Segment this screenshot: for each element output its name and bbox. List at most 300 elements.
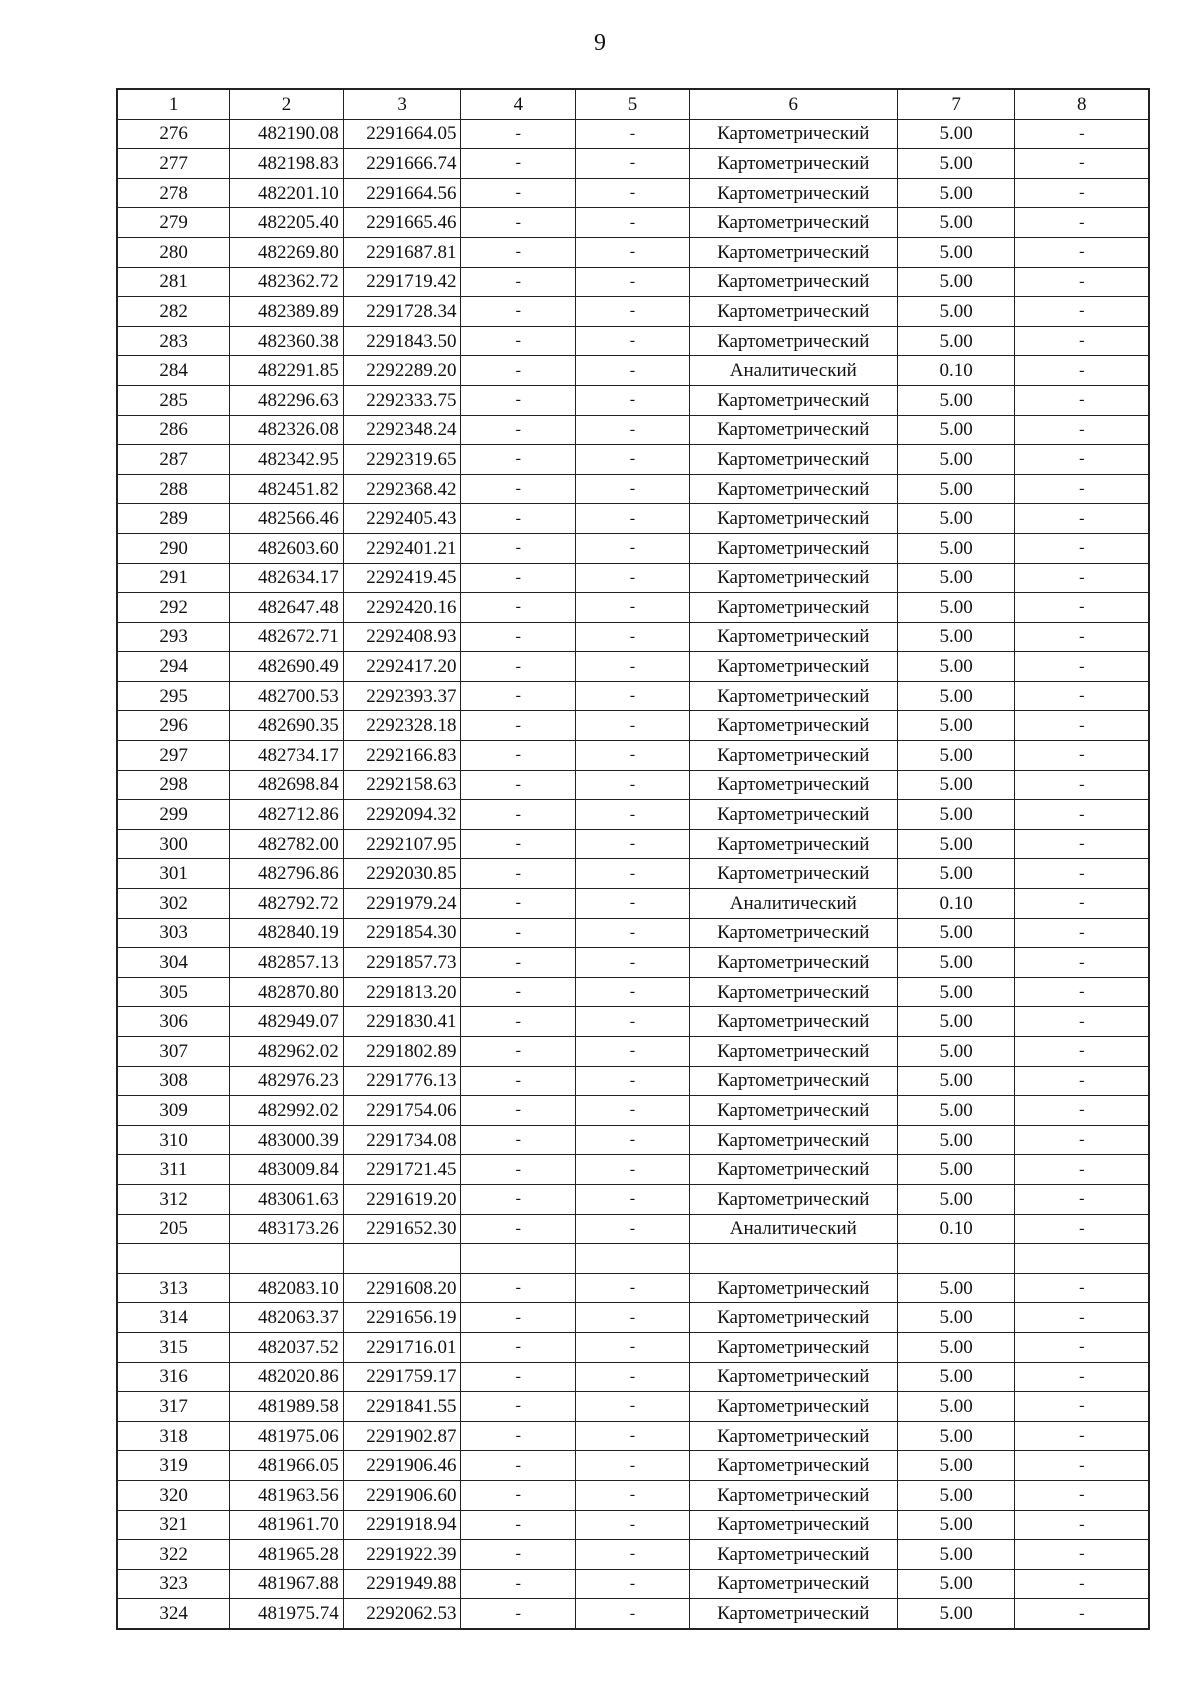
- x-coordinate-cell: 482190.08: [230, 119, 344, 149]
- x-coordinate-cell: 482037.52: [230, 1332, 344, 1362]
- column-8-cell: -: [1015, 237, 1149, 267]
- y-coordinate-cell: 2292333.75: [343, 385, 461, 415]
- x-coordinate-cell: 482857.13: [230, 948, 344, 978]
- accuracy-cell: 5.00: [897, 977, 1015, 1007]
- column-5-cell: -: [576, 445, 690, 475]
- column-5-cell: -: [576, 1214, 690, 1244]
- header-cell: 6: [689, 89, 897, 119]
- column-5-cell: -: [576, 1392, 690, 1422]
- accuracy-cell: 5.00: [897, 1362, 1015, 1392]
- x-coordinate-cell: 482269.80: [230, 237, 344, 267]
- accuracy-cell: 5.00: [897, 593, 1015, 623]
- column-4-cell: -: [461, 829, 576, 859]
- accuracy-cell: 5.00: [897, 770, 1015, 800]
- column-8-cell: -: [1015, 948, 1149, 978]
- y-coordinate-cell: 2291665.46: [343, 208, 461, 238]
- header-cell: 8: [1015, 89, 1149, 119]
- column-8-cell: -: [1015, 445, 1149, 475]
- table-row: [117, 800, 1149, 830]
- x-coordinate-cell: 482712.86: [230, 800, 344, 830]
- column-4-cell: [461, 1244, 576, 1274]
- y-coordinate-cell: 2291652.30: [343, 1214, 461, 1244]
- point-number-cell: 302: [117, 889, 230, 919]
- page-number: 9: [594, 30, 606, 56]
- column-4-cell: -: [461, 1037, 576, 1067]
- table-row: [117, 563, 1149, 593]
- column-8-cell: -: [1015, 1037, 1149, 1067]
- method-cell: Картометрический: [689, 1184, 897, 1214]
- x-coordinate-cell: 482976.23: [230, 1066, 344, 1096]
- point-number-cell: 292: [117, 593, 230, 623]
- column-4-cell: -: [461, 119, 576, 149]
- point-number-cell: 290: [117, 533, 230, 563]
- column-8-cell: -: [1015, 326, 1149, 356]
- table-row: [117, 1273, 1149, 1303]
- table-row: [117, 119, 1149, 149]
- y-coordinate-cell: 2292408.93: [343, 622, 461, 652]
- x-coordinate-cell: 482291.85: [230, 356, 344, 386]
- column-8-cell: -: [1015, 1155, 1149, 1185]
- table-row: [117, 1569, 1149, 1599]
- x-coordinate-cell: 482326.08: [230, 415, 344, 445]
- header-cell: 2: [230, 89, 344, 119]
- column-8-cell: -: [1015, 977, 1149, 1007]
- column-4-cell: -: [461, 859, 576, 889]
- column-5-cell: -: [576, 593, 690, 623]
- method-cell: Картометрический: [689, 1332, 897, 1362]
- method-cell: Картометрический: [689, 445, 897, 475]
- y-coordinate-cell: 2291857.73: [343, 948, 461, 978]
- column-4-cell: -: [461, 652, 576, 682]
- column-4-cell: -: [461, 533, 576, 563]
- column-4-cell: -: [461, 741, 576, 771]
- table-header-row: [117, 89, 1149, 119]
- table-row: [117, 1214, 1149, 1244]
- method-cell: Картометрический: [689, 1155, 897, 1185]
- x-coordinate-cell: 482566.46: [230, 504, 344, 534]
- column-5-cell: -: [576, 622, 690, 652]
- x-coordinate-cell: 482083.10: [230, 1273, 344, 1303]
- column-8-cell: -: [1015, 178, 1149, 208]
- method-cell: Картометрический: [689, 1569, 897, 1599]
- accuracy-cell: 5.00: [897, 1007, 1015, 1037]
- method-cell: Картометрический: [689, 593, 897, 623]
- method-cell: Картометрический: [689, 1421, 897, 1451]
- x-coordinate-cell: 481965.28: [230, 1540, 344, 1570]
- method-cell: Картометрический: [689, 918, 897, 948]
- x-coordinate-cell: 481966.05: [230, 1451, 344, 1481]
- column-4-cell: -: [461, 1007, 576, 1037]
- column-4-cell: -: [461, 622, 576, 652]
- method-cell: Картометрический: [689, 1273, 897, 1303]
- table-row: [117, 297, 1149, 327]
- method-cell: Картометрический: [689, 1480, 897, 1510]
- point-number-cell: 323: [117, 1569, 230, 1599]
- y-coordinate-cell: 2291716.01: [343, 1332, 461, 1362]
- column-5-cell: -: [576, 1096, 690, 1126]
- column-4-cell: -: [461, 326, 576, 356]
- column-8-cell: -: [1015, 622, 1149, 652]
- column-4-cell: -: [461, 445, 576, 475]
- y-coordinate-cell: 2291830.41: [343, 1007, 461, 1037]
- table-row: [117, 652, 1149, 682]
- y-coordinate-cell: 2291841.55: [343, 1392, 461, 1422]
- accuracy-cell: 5.00: [897, 1096, 1015, 1126]
- accuracy-cell: 5.00: [897, 829, 1015, 859]
- column-4-cell: -: [461, 1332, 576, 1362]
- method-cell: Картометрический: [689, 267, 897, 297]
- column-8-cell: -: [1015, 119, 1149, 149]
- accuracy-cell: 0.10: [897, 356, 1015, 386]
- table-row: [117, 1392, 1149, 1422]
- table-row: [117, 622, 1149, 652]
- column-4-cell: -: [461, 1214, 576, 1244]
- x-coordinate-cell: 481975.74: [230, 1599, 344, 1629]
- method-cell: Аналитический: [689, 1214, 897, 1244]
- y-coordinate-cell: 2292420.16: [343, 593, 461, 623]
- column-5-cell: -: [576, 1273, 690, 1303]
- y-coordinate-cell: 2292393.37: [343, 681, 461, 711]
- table-row: [117, 681, 1149, 711]
- point-number-cell: 299: [117, 800, 230, 830]
- column-8-cell: -: [1015, 1392, 1149, 1422]
- accuracy-cell: 5.00: [897, 1451, 1015, 1481]
- method-cell: Картометрический: [689, 1096, 897, 1126]
- point-number-cell: 285: [117, 385, 230, 415]
- method-cell: Картометрический: [689, 1037, 897, 1067]
- table-row: [117, 1332, 1149, 1362]
- column-8-cell: -: [1015, 1125, 1149, 1155]
- point-number-cell: 317: [117, 1392, 230, 1422]
- y-coordinate-cell: 2291759.17: [343, 1362, 461, 1392]
- accuracy-cell: 5.00: [897, 237, 1015, 267]
- table-row: [117, 593, 1149, 623]
- column-8-cell: -: [1015, 1007, 1149, 1037]
- method-cell: Картометрический: [689, 297, 897, 327]
- column-4-cell: -: [461, 1155, 576, 1185]
- method-cell: Картометрический: [689, 208, 897, 238]
- x-coordinate-cell: 482634.17: [230, 563, 344, 593]
- point-number-cell: 309: [117, 1096, 230, 1126]
- column-5-cell: -: [576, 1362, 690, 1392]
- table-row: [117, 385, 1149, 415]
- method-cell: Картометрический: [689, 1362, 897, 1392]
- method-cell: Картометрический: [689, 504, 897, 534]
- y-coordinate-cell: 2291734.08: [343, 1125, 461, 1155]
- column-8-cell: -: [1015, 297, 1149, 327]
- column-4-cell: -: [461, 178, 576, 208]
- point-number-cell: 284: [117, 356, 230, 386]
- y-coordinate-cell: 2291813.20: [343, 977, 461, 1007]
- x-coordinate-cell: 482690.35: [230, 711, 344, 741]
- column-4-cell: -: [461, 415, 576, 445]
- column-4-cell: -: [461, 1125, 576, 1155]
- column-4-cell: -: [461, 1451, 576, 1481]
- point-number-cell: 279: [117, 208, 230, 238]
- column-5-cell: -: [576, 1066, 690, 1096]
- column-4-cell: -: [461, 1421, 576, 1451]
- column-8-cell: -: [1015, 1451, 1149, 1481]
- point-number-cell: 311: [117, 1155, 230, 1185]
- column-5-cell: -: [576, 149, 690, 179]
- column-4-cell: -: [461, 1392, 576, 1422]
- table-row: [117, 1480, 1149, 1510]
- column-4-cell: -: [461, 800, 576, 830]
- table-row: [117, 1362, 1149, 1392]
- table-row: [117, 1037, 1149, 1067]
- point-number-cell: 318: [117, 1421, 230, 1451]
- y-coordinate-cell: 2292158.63: [343, 770, 461, 800]
- y-coordinate-cell: 2291922.39: [343, 1540, 461, 1570]
- method-cell: Картометрический: [689, 563, 897, 593]
- table-row: [117, 859, 1149, 889]
- column-8-cell: -: [1015, 889, 1149, 919]
- column-4-cell: -: [461, 1540, 576, 1570]
- point-number-cell: 291: [117, 563, 230, 593]
- point-number-cell: 304: [117, 948, 230, 978]
- column-5-cell: -: [576, 1155, 690, 1185]
- point-number-cell: 278: [117, 178, 230, 208]
- point-number-cell: 283: [117, 326, 230, 356]
- x-coordinate-cell: 482870.80: [230, 977, 344, 1007]
- y-coordinate-cell: 2291664.05: [343, 119, 461, 149]
- table-row: [117, 1451, 1149, 1481]
- y-coordinate-cell: 2291666.74: [343, 149, 461, 179]
- column-5-cell: -: [576, 297, 690, 327]
- method-cell: Картометрический: [689, 622, 897, 652]
- column-8-cell: -: [1015, 1332, 1149, 1362]
- y-coordinate-cell: 2291918.94: [343, 1510, 461, 1540]
- table-row: [117, 415, 1149, 445]
- x-coordinate-cell: 481989.58: [230, 1392, 344, 1422]
- accuracy-cell: 5.00: [897, 178, 1015, 208]
- column-4-cell: -: [461, 889, 576, 919]
- point-number-cell: 303: [117, 918, 230, 948]
- column-4-cell: -: [461, 1184, 576, 1214]
- column-5-cell: -: [576, 356, 690, 386]
- column-5-cell: -: [576, 859, 690, 889]
- column-4-cell: -: [461, 1569, 576, 1599]
- x-coordinate-cell: 482962.02: [230, 1037, 344, 1067]
- x-coordinate-cell: 481967.88: [230, 1569, 344, 1599]
- table-row: [117, 474, 1149, 504]
- point-number-cell: 297: [117, 741, 230, 771]
- method-cell: Картометрический: [689, 1451, 897, 1481]
- y-coordinate-cell: 2292328.18: [343, 711, 461, 741]
- table-row: [117, 711, 1149, 741]
- column-4-cell: -: [461, 1066, 576, 1096]
- y-coordinate-cell: 2292368.42: [343, 474, 461, 504]
- column-8-cell: -: [1015, 1066, 1149, 1096]
- column-8-cell: -: [1015, 1362, 1149, 1392]
- column-5-cell: -: [576, 800, 690, 830]
- accuracy-cell: 5.00: [897, 622, 1015, 652]
- column-8-cell: -: [1015, 593, 1149, 623]
- point-number-cell: 296: [117, 711, 230, 741]
- column-4-cell: -: [461, 356, 576, 386]
- column-8-cell: -: [1015, 533, 1149, 563]
- column-8-cell: -: [1015, 1510, 1149, 1540]
- accuracy-cell: 5.00: [897, 1273, 1015, 1303]
- column-5-cell: -: [576, 1480, 690, 1510]
- x-coordinate-cell: 481975.06: [230, 1421, 344, 1451]
- point-number-cell: 306: [117, 1007, 230, 1037]
- point-number-cell: 280: [117, 237, 230, 267]
- column-5-cell: -: [576, 1451, 690, 1481]
- accuracy-cell: 5.00: [897, 1332, 1015, 1362]
- column-5-cell: -: [576, 474, 690, 504]
- table-row: [117, 149, 1149, 179]
- accuracy-cell: 5.00: [897, 149, 1015, 179]
- column-5-cell: -: [576, 178, 690, 208]
- column-8-cell: -: [1015, 356, 1149, 386]
- column-8-cell: -: [1015, 415, 1149, 445]
- column-5-cell: -: [576, 741, 690, 771]
- accuracy-cell: 5.00: [897, 918, 1015, 948]
- y-coordinate-cell: 2291608.20: [343, 1273, 461, 1303]
- x-coordinate-cell: 483173.26: [230, 1214, 344, 1244]
- column-4-cell: -: [461, 1273, 576, 1303]
- y-coordinate-cell: 2291843.50: [343, 326, 461, 356]
- column-8-cell: -: [1015, 918, 1149, 948]
- accuracy-cell: 5.00: [897, 563, 1015, 593]
- column-8-cell: -: [1015, 474, 1149, 504]
- method-cell: Картометрический: [689, 1510, 897, 1540]
- accuracy-cell: 5.00: [897, 1569, 1015, 1599]
- method-cell: Картометрический: [689, 415, 897, 445]
- y-coordinate-cell: 2291906.46: [343, 1451, 461, 1481]
- x-coordinate-cell: 482690.49: [230, 652, 344, 682]
- table-body: [117, 119, 1149, 1629]
- y-coordinate-cell: 2291728.34: [343, 297, 461, 327]
- accuracy-cell: 5.00: [897, 1392, 1015, 1422]
- column-5-cell: -: [576, 119, 690, 149]
- accuracy-cell: 5.00: [897, 474, 1015, 504]
- column-5-cell: -: [576, 948, 690, 978]
- column-5-cell: -: [576, 1510, 690, 1540]
- column-5-cell: -: [576, 1037, 690, 1067]
- accuracy-cell: 5.00: [897, 504, 1015, 534]
- column-4-cell: -: [461, 593, 576, 623]
- table-row: [117, 1125, 1149, 1155]
- column-8-cell: -: [1015, 711, 1149, 741]
- method-cell: [689, 1244, 897, 1274]
- table-row: [117, 741, 1149, 771]
- table-row: [117, 1066, 1149, 1096]
- table-row: [117, 918, 1149, 948]
- x-coordinate-cell: 482389.89: [230, 297, 344, 327]
- accuracy-cell: 5.00: [897, 1303, 1015, 1333]
- column-4-cell: -: [461, 918, 576, 948]
- accuracy-cell: 5.00: [897, 1599, 1015, 1629]
- accuracy-cell: 5.00: [897, 415, 1015, 445]
- point-number-cell: 314: [117, 1303, 230, 1333]
- point-number-cell: 313: [117, 1273, 230, 1303]
- column-8-cell: -: [1015, 208, 1149, 238]
- column-8-cell: -: [1015, 1569, 1149, 1599]
- point-number-cell: 295: [117, 681, 230, 711]
- column-5-cell: -: [576, 326, 690, 356]
- method-cell: Картометрический: [689, 149, 897, 179]
- point-number-cell: 298: [117, 770, 230, 800]
- method-cell: Картометрический: [689, 800, 897, 830]
- x-coordinate-cell: 482342.95: [230, 445, 344, 475]
- column-4-cell: -: [461, 474, 576, 504]
- method-cell: Картометрический: [689, 859, 897, 889]
- x-coordinate-cell: 482451.82: [230, 474, 344, 504]
- y-coordinate-cell: 2292417.20: [343, 652, 461, 682]
- x-coordinate-cell: 483009.84: [230, 1155, 344, 1185]
- column-4-cell: -: [461, 563, 576, 593]
- x-coordinate-cell: 482360.38: [230, 326, 344, 356]
- method-cell: Аналитический: [689, 356, 897, 386]
- method-cell: Картометрический: [689, 652, 897, 682]
- y-coordinate-cell: 2292166.83: [343, 741, 461, 771]
- column-8-cell: -: [1015, 149, 1149, 179]
- x-coordinate-cell: 482201.10: [230, 178, 344, 208]
- method-cell: Картометрический: [689, 741, 897, 771]
- column-4-cell: -: [461, 1599, 576, 1629]
- header-cell: 1: [117, 89, 230, 119]
- column-5-cell: -: [576, 237, 690, 267]
- coordinates-table: [116, 88, 1150, 1630]
- point-number-cell: 293: [117, 622, 230, 652]
- point-number-cell: 282: [117, 297, 230, 327]
- column-8-cell: -: [1015, 741, 1149, 771]
- method-cell: Картометрический: [689, 1125, 897, 1155]
- column-5-cell: -: [576, 504, 690, 534]
- point-number-cell: 320: [117, 1480, 230, 1510]
- x-coordinate-cell: 482198.83: [230, 149, 344, 179]
- y-coordinate-cell: 2291721.45: [343, 1155, 461, 1185]
- point-number-cell: 276: [117, 119, 230, 149]
- accuracy-cell: 5.00: [897, 1480, 1015, 1510]
- x-coordinate-cell: 482792.72: [230, 889, 344, 919]
- method-cell: Картометрический: [689, 326, 897, 356]
- x-coordinate-cell: 482992.02: [230, 1096, 344, 1126]
- point-number-cell: 310: [117, 1125, 230, 1155]
- y-coordinate-cell: 2291949.88: [343, 1569, 461, 1599]
- point-number-cell: 307: [117, 1037, 230, 1067]
- table-row: [117, 237, 1149, 267]
- method-cell: Аналитический: [689, 889, 897, 919]
- accuracy-cell: 5.00: [897, 326, 1015, 356]
- table-row: [117, 948, 1149, 978]
- method-cell: Картометрический: [689, 1599, 897, 1629]
- accuracy-cell: 0.10: [897, 889, 1015, 919]
- point-number-cell: 319: [117, 1451, 230, 1481]
- column-5-cell: -: [576, 977, 690, 1007]
- point-number-cell: 305: [117, 977, 230, 1007]
- method-cell: Картометрический: [689, 178, 897, 208]
- column-5-cell: -: [576, 1599, 690, 1629]
- x-coordinate-cell: 481963.56: [230, 1480, 344, 1510]
- column-4-cell: -: [461, 149, 576, 179]
- column-4-cell: -: [461, 948, 576, 978]
- accuracy-cell: 5.00: [897, 1125, 1015, 1155]
- table-row: [117, 1540, 1149, 1570]
- method-cell: Картометрический: [689, 711, 897, 741]
- accuracy-cell: 5.00: [897, 1184, 1015, 1214]
- column-5-cell: -: [576, 918, 690, 948]
- table-row: [117, 1599, 1149, 1629]
- method-cell: Картометрический: [689, 237, 897, 267]
- column-4-cell: -: [461, 237, 576, 267]
- table-row: [117, 1421, 1149, 1451]
- method-cell: Картометрический: [689, 1303, 897, 1333]
- header-cell: 3: [343, 89, 461, 119]
- column-5-cell: -: [576, 1184, 690, 1214]
